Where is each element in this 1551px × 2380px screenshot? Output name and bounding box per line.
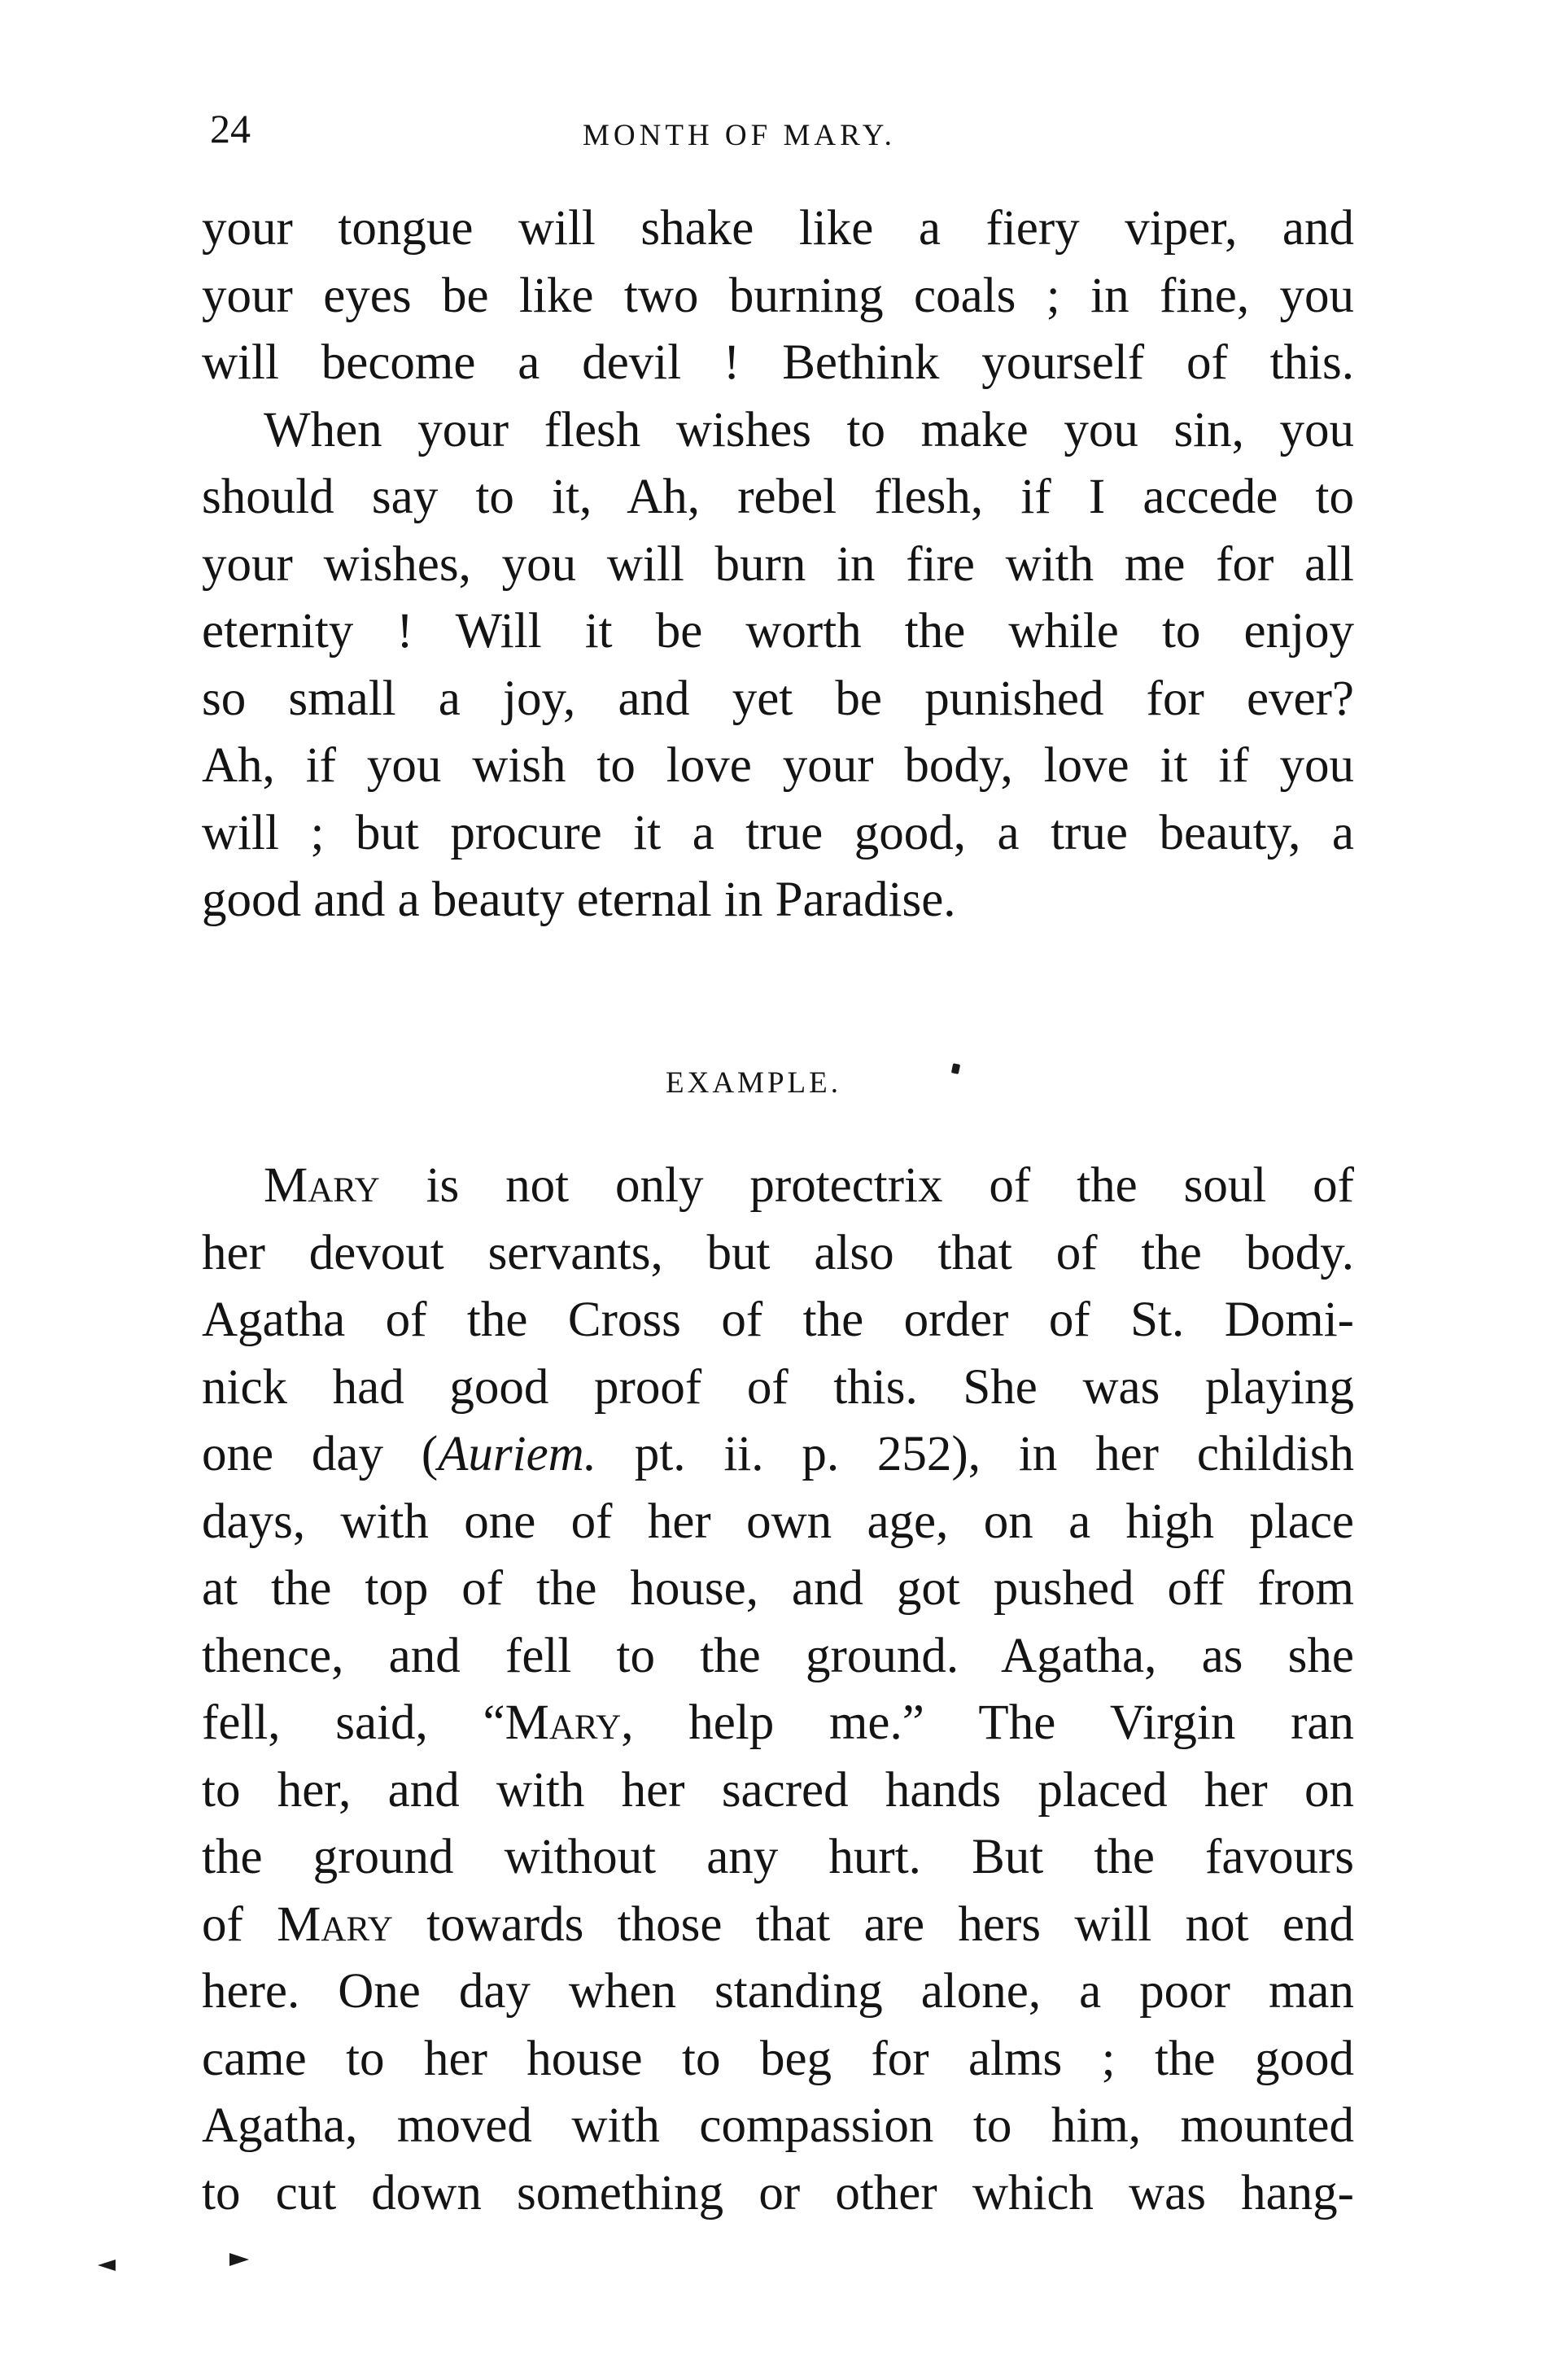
stray-dot: [951, 1063, 960, 1074]
text-line: Ah, if you wish to love your body, love it if you: [202, 738, 1354, 793]
text-line: to cut down something or other which was hang-: [202, 2165, 1354, 2220]
text-line: When your flesh wishes to make you sin, you: [264, 402, 1354, 457]
text-line: your wishes, you will burn in fire with me for all: [202, 536, 1354, 592]
text-line: [202, 1892, 1354, 1959]
text-line: so small a joy, and yet be punished for ever?: [202, 671, 1354, 726]
text-line: will become a devil ! Bethink yourself of this.: [202, 335, 1354, 390]
page-number: 24: [210, 106, 251, 151]
text-line: thence, and fell to the ground. Agatha, as she: [202, 1628, 1354, 1683]
text-run: one day (: [202, 1427, 439, 1481]
text-line: [202, 1690, 1354, 1757]
text-line: eternity ! Will it be worth the while to enjoy: [202, 604, 1354, 658]
citation-italic: Auriem.: [438, 1427, 596, 1481]
text-line: came to her house to beg for alms ; the good: [202, 2031, 1354, 2086]
text-line: Agatha, moved with compassion to him, mounted: [202, 2098, 1354, 2153]
running-head: MONTH OF MARY.: [583, 119, 896, 152]
text-line: to her, and with her sacred hands placed her on: [202, 1762, 1354, 1818]
text-line: will ; but procure it a true good, a true beauty, a: [202, 805, 1354, 860]
text-line: nick had good proof of this. She was playing: [202, 1359, 1354, 1415]
scan-mark-right: [229, 2253, 249, 2266]
text-line: [202, 1421, 1354, 1489]
text-line: Agatha of the Cross of the order of St. Domi-: [202, 1293, 1354, 1347]
text-run: pt. ii. p. 252), in her childish: [596, 1427, 1354, 1481]
text-run: of: [202, 1897, 277, 1952]
paragraph-one: [202, 195, 1354, 934]
text-line: here. One day when standing alone, a poor man: [202, 1964, 1354, 2019]
text-run: towards those that are hers will not end: [392, 1897, 1354, 1952]
example-paragraph: [202, 1153, 1354, 2227]
name-mary: Mary: [277, 1897, 393, 1952]
text-line: the ground without any hurt. But the favours: [202, 1830, 1354, 1884]
text-line: should say to it, Ah, rebel flesh, if I accede to: [202, 470, 1354, 524]
text-line: good and a beauty eternal in Paradise.: [202, 873, 956, 927]
scan-mark-left: [98, 2260, 116, 2271]
text-line: at the top of the house, and got pushed off from: [202, 1561, 1354, 1616]
name-mary: Mary: [264, 1158, 380, 1213]
text-line: her devout servants, but also that of the body.: [202, 1225, 1354, 1280]
section-heading: EXAMPLE.: [666, 1066, 841, 1100]
text-line: your tongue will shake like a fiery viper, and: [202, 201, 1354, 256]
text-run: is not only protectrix of the soul of: [379, 1158, 1354, 1213]
text-run: fell, said, “: [202, 1695, 505, 1750]
text-line: days, with one of her own age, on a high place: [202, 1494, 1354, 1549]
name-mary: Mary: [505, 1695, 622, 1750]
text-line: your eyes be like two burning coals ; in fine, you: [202, 268, 1354, 323]
text-line: [202, 1153, 1354, 1220]
text-run: , help me.” The Virgin ran: [621, 1695, 1354, 1750]
